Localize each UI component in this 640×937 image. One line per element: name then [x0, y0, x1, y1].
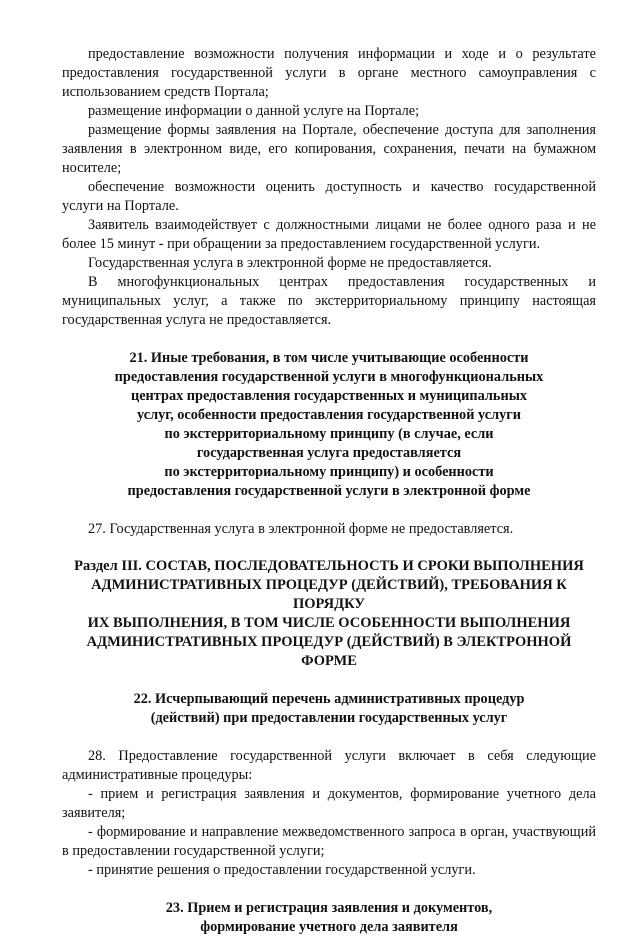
document-page: [62, 45, 596, 937]
paragraph-28: 28. Предоставление государственной услуги включает в себя следующие административные процедуры:: [62, 748, 596, 783]
heading-21-line: предоставления государственной услуги в многофункциональных: [114, 369, 544, 385]
section-3-line: АДМИНИСТРАТИВНЫХ ПРОЦЕДУР (ДЕЙСТВИЙ), ТРЕБОВАНИЯ К: [91, 577, 567, 593]
heading-23-line: формирование учетного дела заявителя: [200, 919, 458, 935]
paragraph-info-results: предоставление возможности получения информации и ходе и о результате предоставления государственной услуги в органе местного самоуправления с использованием средств Портала;: [62, 46, 596, 100]
heading-21-line: по экстерриториальному принципу) и особенности: [164, 464, 494, 480]
paragraph-quality-assessment: обеспечение возможности оценить доступность и качество государственной услуги на Портале.: [62, 179, 596, 214]
heading-21-line: предоставления государственной услуги в электронной форме: [127, 483, 531, 499]
heading-21-line: центрах предоставления государственных и муниципальных: [130, 388, 528, 404]
section-3-line: ПОРЯДКУ: [292, 596, 365, 612]
paragraph-info-placement: размещение информации о данной услуге на Портале;: [88, 103, 420, 119]
paragraph-applicant-interaction: Заявитель взаимодействует с должностными лицами не более одного раза и не более 15 минут - при обращении за предоставлением государственной услуги.: [62, 217, 596, 252]
heading-21-line: государственная услуга предоставляется: [196, 445, 462, 461]
heading-section-21: [62, 349, 596, 501]
paragraph-mfc: В многофункциональных центрах предоставления государственных и муниципальных услуг, а также по экстерриториальному принципу настоящая государственная услуга не предоставляется.: [62, 274, 596, 328]
section-3-line: ФОРМЕ: [301, 653, 357, 669]
paragraph-procedure-reception: - прием и регистрация заявления и документов, формирование учетного дела заявителя;: [62, 786, 596, 821]
heading-21-line: 21. Иные требования, в том числе учитывающие особенности: [129, 350, 529, 366]
heading-22-line: 22. Исчерпывающий перечень административных процедур: [133, 691, 525, 707]
paragraph-procedure-decision: - принятие решения о предоставлении государственной услуги.: [88, 862, 476, 878]
paragraph-procedure-interagency: - формирование и направление межведомственного запроса в орган, участвующий в предоставлении государственной услуги;: [62, 824, 596, 859]
section-3-line: Раздел III. СОСТАВ, ПОСЛЕДОВАТЕЛЬНОСТЬ И СРОКИ ВЫПОЛНЕНИЯ: [74, 558, 584, 574]
heading-23-line: 23. Прием и регистрация заявления и документов,: [165, 900, 493, 916]
paragraph-27: 27. Государственная услуга в электронной форме не предоставляется.: [88, 521, 514, 537]
heading-21-line: услуг, особенности предоставления государственной услуги: [137, 407, 521, 423]
section-3-line: АДМИНИСТРАТИВНЫХ ПРОЦЕДУР (ДЕЙСТВИЙ) В ЭЛЕКТРОННОЙ: [86, 634, 572, 650]
section-3-title: [62, 557, 596, 671]
heading-22-line: (действий) при предоставлении государственных услуг: [150, 710, 508, 726]
paragraph-no-electronic: Государственная услуга в электронной форме не предоставляется.: [88, 255, 492, 271]
paragraph-form-placement: размещение формы заявления на Портале, обеспечение доступа для заполнения заявления в электронном виде, его копирования, сохранения, печати на бумажном носителе;: [62, 122, 596, 176]
heading-21-line: по экстерриториальному принципу (в случае, если: [164, 426, 494, 442]
section-3-line: ИХ ВЫПОЛНЕНИЯ, В ТОМ ЧИСЛЕ ОСОБЕННОСТИ ВЫПОЛНЕНИЯ: [87, 615, 571, 631]
heading-section-22: [62, 690, 596, 728]
